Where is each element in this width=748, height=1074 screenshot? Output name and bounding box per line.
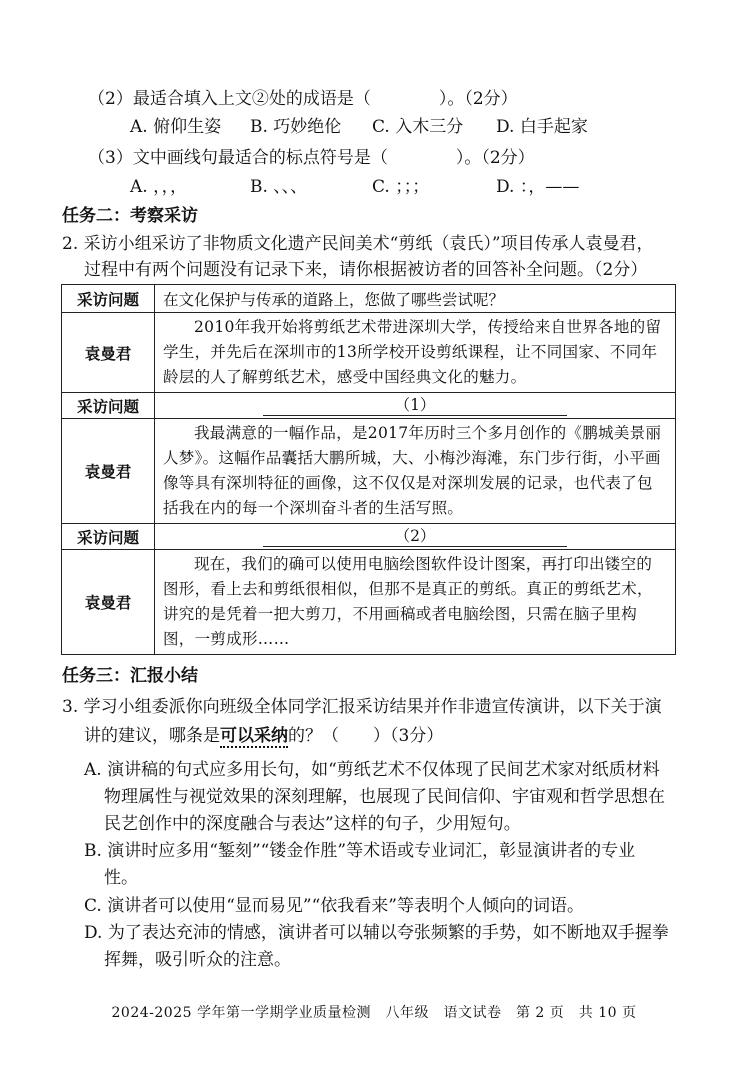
q3-option-d: D. ：，—— <box>496 177 580 197</box>
interview-question-1: 在文化保护与传承的道路上，您做了哪些尝试呢？ <box>155 285 676 313</box>
task3-question-line1: 3. 学习小组委派你向班级全体同学汇报采访结果并作非遗宣传演讲，以下关于演 <box>62 697 662 717</box>
q3-option-a: A. ，，， <box>130 177 188 197</box>
interview-answer-1: 2010年我开始将剪纸艺术带进深圳大学，传授给来自世界各地的留学生，并先后在深圳市的13所学校开设剪纸课程，让不同国家、不同年龄层的人了解剪纸艺术，感受中国经典文化的魅力。 <box>155 313 676 393</box>
q2-option-a: A. 俯仰生姿 <box>130 117 222 137</box>
answer-blank-1[interactable]: （1） <box>263 395 567 416</box>
table-row <box>62 313 676 393</box>
interview-question-label: 采访问题 <box>62 524 155 550</box>
emphasis-text: 可以采纳 <box>220 726 288 746</box>
table-row <box>62 419 676 524</box>
task3-option-b-line2: 性。 <box>104 868 138 888</box>
q2-stem: （2）最适合填入上文②处的成语是（ ）。（2分） <box>88 89 518 109</box>
page-footer: 2024-2025 学年第一学期学业质量检测 八年级 语文试卷 第 2 页 共 10 页 <box>111 1005 637 1021</box>
q3-stem: （3）文中画线句最适合的标点符号是（ ）。（2分） <box>88 148 535 168</box>
q3-option-b: B. 、、、 <box>250 177 308 197</box>
q2-option-c: C. 入木三分 <box>372 117 464 137</box>
task3-option-a-line3: 民艺创作中的深度融合与表达”这样的句子，少用短句。 <box>104 814 521 834</box>
task3-option-d-line1: D. 为了表达充沛的情感，演讲者可以辅以夸张频繁的手势，如不断地双手握拳 <box>84 923 669 943</box>
task3-question-text: 讲的建议，哪条是 <box>84 726 220 746</box>
q3-options <box>130 176 606 198</box>
task3-option-a-line1: A. 演讲稿的句式应多用长句，如“剪纸艺术不仅体现了民间艺术家对纸质材料 <box>84 760 660 780</box>
table-row <box>62 285 676 313</box>
task3-heading: 任务三：汇报小结 <box>62 666 198 686</box>
interview-question-label: 采访问题 <box>62 393 155 419</box>
answer-blank-2[interactable]: （2） <box>263 526 567 547</box>
q2-option-b: B. 巧妙绝伦 <box>250 117 342 137</box>
task3-option-a-line2: 物理属性与视觉效果的深刻理解，也展现了民间信仰、宇宙观和哲学思想在 <box>104 787 665 807</box>
q2-option-d: D. 白手起家 <box>496 117 588 137</box>
task2-question-line2: 过程中有两个问题没有记录下来，请你根据被访者的回答补全问题。（2分） <box>84 260 648 280</box>
interviewee-label: 袁曼君 <box>62 419 155 524</box>
table-row <box>62 550 676 655</box>
task2-question-line1: 2. 采访小组采访了非物质文化遗产民间美术“剪纸（袁氏）”项目传承人袁曼君， <box>62 234 654 254</box>
q3-option-c: C. ；；； <box>372 177 430 197</box>
task2-heading: 任务二：考察采访 <box>62 206 198 226</box>
task3-option-c: C. 演讲者可以使用“显而易见”“依我看来”等表明个人倾向的词语。 <box>84 896 584 916</box>
interview-answer-2: 我最满意的一幅作品，是2017年历时三个多月创作的《鹏城美景丽人梦》。这幅作品囊括大鹏所城，大、小梅沙海滩，东门步行街，小平画像等具有深圳特征的画像，这不仅仅是对深圳发展的记录，也代表了包括我在内的每一个深圳奋斗者的生活写照。 <box>155 419 676 524</box>
task3-option-d-line2: 挥舞，吸引听众的注意。 <box>104 950 291 970</box>
task3-question-line2 <box>84 725 443 747</box>
q2-options <box>130 116 606 138</box>
task3-question-tail: 的？（ ）（3分） <box>288 726 444 746</box>
interviewee-label: 袁曼君 <box>62 313 155 393</box>
interview-table <box>61 284 676 655</box>
interview-answer-3: 现在，我们的确可以使用电脑绘图软件设计图案，再打印出镂空的图形，看上去和剪纸很相似，但那不是真正的剪纸。真正的剪纸艺术，讲究的是凭着一把大剪刀，不用画稿或者电脑绘图，只需在脑子里构图，一剪成形…… <box>155 550 676 655</box>
interview-question-label: 采访问题 <box>62 285 155 313</box>
interviewee-label: 袁曼君 <box>62 550 155 655</box>
table-row <box>62 393 676 419</box>
task3-option-b-line1: B. 演讲时应多用“錾刻”“镂金作胜”等术语或专业词汇，彰显演讲者的专业 <box>84 841 636 861</box>
table-row <box>62 524 676 550</box>
